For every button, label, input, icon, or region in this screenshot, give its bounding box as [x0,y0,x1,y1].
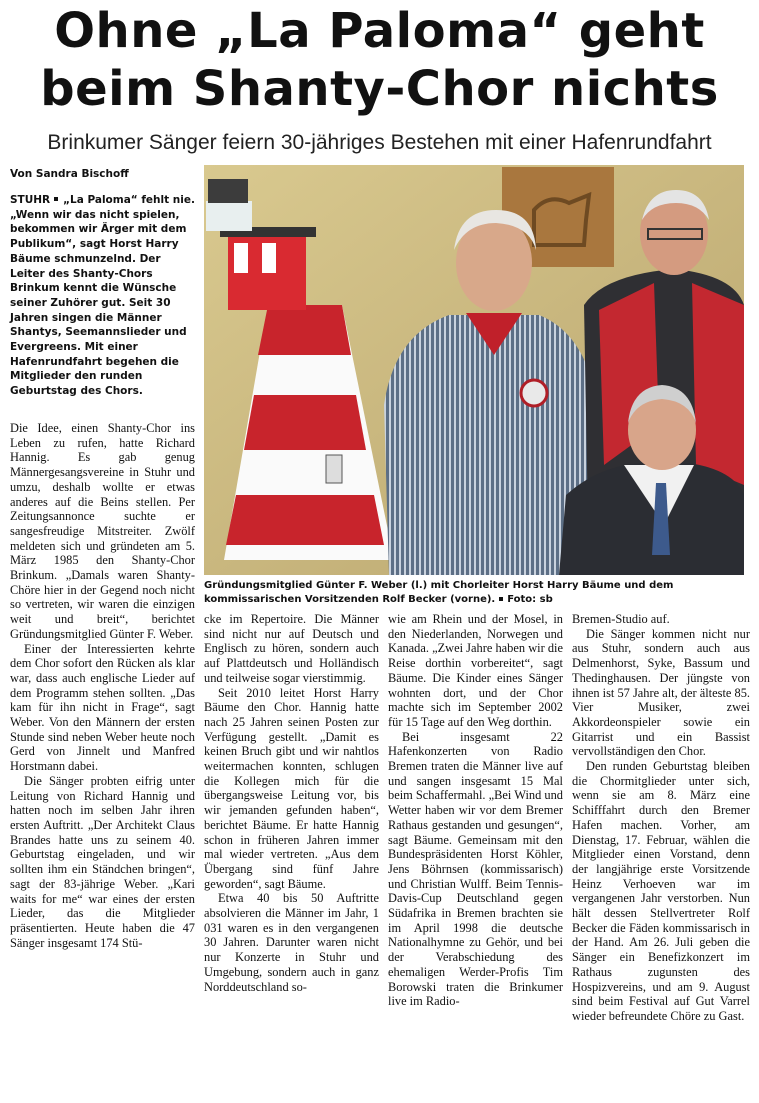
text-column-3 [388,612,563,1009]
text-column-1 [10,421,195,950]
paragraph: Einer der Interessierten kehrte dem Chor sofort den Rücken als klar war, dass auch englische Lieder auf dem Programm stehen sollten. „Das kam für ihn nicht in Frage“, sagt Weber. Von den Männern der ersten Stunde sind neben Weber heute noch Gerd von Jinnelt und Manfred Horstmann dabei. [10,641,195,774]
dateline: STUHR [10,194,51,206]
caption-separator-icon [499,597,503,601]
headline-line-2: beim Shanty-Chor nichts [40,61,719,117]
caption-text: Gründungsmitglied Günter F. Weber (l.) mit Chorleiter Horst Harry Bäume und dem kommissarischen Vorsitzenden Rolf Becker (vorne). [204,580,674,605]
photo-credit: Foto: sb [507,593,553,605]
headline [0,2,759,118]
subheadline: Brinkumer Sänger feiern 30-jähriges Bestehen mit einer Hafenrundfahrt [47,131,712,154]
paragraph: Die Sänger probten eifrig unter Leitung von Richard Hannig und hatten noch im selben Jahr ihren ersten Auftritt. „Der Architekt Claus Brandes hatte uns zu seinem 40. Geburtstag eingeladen, und wir sollten ihm ein Ständchen bringen“, sagt der 83-jährige Weber. „Kari waits for me“ war eines der ersten Lieder, das die Mitglieder präsentierten. Heute haben die 47 Sänger insgesamt 174 Stü- [10,773,195,950]
lead-paragraph [10,193,195,399]
paragraph: Bremen-Studio auf. [572,612,670,626]
text-column-4 [572,612,750,1024]
paragraph: wie am Rhein und der Mosel, in den Niederlanden, Norwegen und Kanada. „Zwei Jahre haben wir die Reise dorthin vorbereitet“, sagt Bäume. Die Kinder eines Sänger wohnten dort, und der Chor machte sich im September 2002 für 15 Tage auf den Weg dorthin. [388,612,563,729]
paragraph: Etwa 40 bis 50 Auftritte absolvieren die Männer im Jahr, 1 031 waren es in den vergangenen 30 Jahren. Darunter waren nicht nur Konzerte in Stuhr und Umgebung, sondern auch in ganz Norddeutschland so- [204,891,379,994]
paragraph: Den runden Geburtstag bleiben die Chormitglieder unter sich, wenn sie am 8. März eine Schifffahrt durch den Bremer Hafen machen. Vorher, am Dienstag, 17. Februar, wählen die Mitglieder einen Vorstand, denn der langjährige erste Vorsitzende Heinz Verhoeven war im vergangenen Jahr verstorben. Nun hält dessen Stellvertreter Rolf Becker die Fäden kommissarisch in der Hand. Am 26. Juli geben die Sänger ein Benefizkonzert im Rathaus zugunsten des Hospizvereins, und am 9. August sind beim Festival auf Gut Varrel wieder befreundete Chöre zu Gast. [572,759,750,1023]
paragraph: Die Idee, einen Shanty-Chor ins Leben zu rufen, hatte Richard Hannig. Es gab genug Männergesangsvereine in Stuhr und umzu, deshalb wollte er etwas anderes auf die Beins stellen. Per Zeitungsannonce suchte er sangesfreudige Mitstreiter. Zwölf meldeten sich und gründeten am 5. März 1985 den Shanty-Chor Brinkum. „Damals waren Shanty-Chöre hier in der Gegend noch nicht so vertreten, wir waren die einzigen weit und breit“, berichtet Gründungsmitglied Günter F. Weber. [10,421,195,641]
paragraph: Die Sänger kommen nicht nur aus Stuhr, sondern auch aus Delmenhorst, Syke, Bassum und Thedinghausen. Der jüngste von ihnen ist 57 Jahre alt, der älteste 85. Vier Musiker, zwei Akkordeonspieler sowie ein Gitarrist und ein Bassist vervollständigen den Chor. [572,626,750,759]
paragraph: cke im Repertoire. Die Männer sind nicht nur auf Deutsch und Englisch zu hören, sondern auch auf Plattdeutsch und Holländisch und teilweise sogar vierstimmig. [204,612,379,685]
byline: Von Sandra Bischoff [10,168,129,180]
text-column-2 [204,612,379,994]
lead-text: „La Paloma“ fehlt nie. „Wenn wir das nicht spielen, bekommen wir Ärger mit dem Publikum“, sagt Horst Harry Bäume schmunzelnd. Der Leiter des Shanty-Chors Brinkum kennt die Wünsche seiner Zuhörer gut. Seit 30 Jahren singen die Männer Shantys, Seemannslieder und Evergreens. Mit einer Hafenrundfahrt begehen die Mitglieder den runden Geburtstag des Chors. [10,194,195,398]
article-photo [204,165,744,575]
photo-caption [204,579,749,606]
paragraph: Seit 2010 leitet Horst Harry Bäume den Chor. Hannig hatte nach 25 Jahren seinen Posten zur Verfügung gestellt. „Damit es keinen Bruch gibt und wir nahtlos weitermachen konnten, schlugen die Kollegen mich für die übergangsweise Leitung vor, bis wir jemanden gefunden haben“, berichtet Bäume. Er hatte Hannig schon in früheren Jahren immer mal wieder vertreten. „Aus dem Übergang sind fünf Jahre geworden“, sagt Bäume. [204,685,379,891]
paragraph: Bei insgesamt 22 Hafenkonzerten von Radio Bremen traten die Männer live auf und sangen insgesamt 15 Mal beim Schaffermahl. „Bei Wind und Wetter haben wir vor dem Bremer Rathaus gestanden und gesungen“, sagt Bäume. Gemeinsam mit den Bundespräsidenten Horst Köhler, Jens Böhrnsen (kommissarisch) und Christian Wulff. Beim Tennis-Davis-Cup Deutschland gegen Südafrika in Bremen brachten sie im April 1998 die deutsche Nationalhymne zu Gehör, und bei der Verabschiedung des ehemaligen Werder-Profis Tim Borowski traten die Brinkumer live im Radio- [388,729,563,1009]
dateline-separator-icon [54,197,58,201]
headline-line-1: Ohne „La Paloma“ geht [54,3,705,59]
